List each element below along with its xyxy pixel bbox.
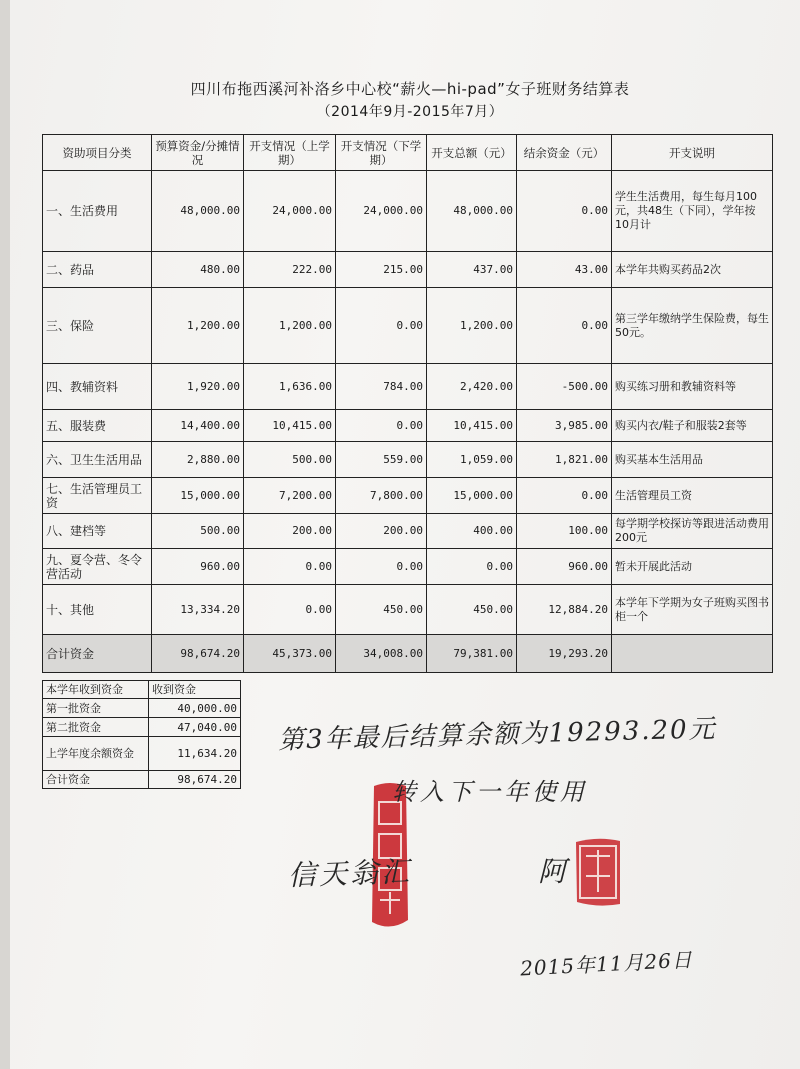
document-title: 四川布拖西溪河补洛乡中心校“薪火—hi-pad”女子班财务结算表 [190, 80, 630, 98]
cell-spend-second: 24,000.00 [336, 171, 427, 252]
total-label: 合计资金 [43, 635, 152, 673]
cell-spend-total: 2,420.00 [427, 364, 517, 410]
cell-spend-total: 10,415.00 [427, 410, 517, 442]
table-row [43, 549, 773, 585]
cell-budget: 2,880.00 [152, 442, 244, 478]
cell-spend-total: 1,200.00 [427, 288, 517, 364]
col-header: 开支说明 [612, 135, 773, 171]
cell-spend-first: 1,200.00 [244, 288, 336, 364]
table-row [43, 442, 773, 478]
handwritten-note-balance: 第3年最后结算余额为19293.20元 [277, 714, 717, 756]
col-header: 资助项目分类 [43, 135, 152, 171]
handwritten-note-transfer: 转入下一年使用 [392, 778, 588, 806]
cell-spend-total: 400.00 [427, 514, 517, 549]
table-row [43, 288, 773, 364]
cell-balance: 43.00 [517, 252, 612, 288]
table-row [43, 364, 773, 410]
cell-note: 每学期学校探访等跟进活动费用200元 [612, 514, 773, 549]
recv-label: 合计资金 [43, 771, 149, 789]
recv-value: 98,674.20 [149, 771, 241, 789]
cell-note: 购买内衣/鞋子和服装2套等 [612, 410, 773, 442]
row-category: 二、药品 [43, 252, 152, 288]
recv-label: 第二批资金 [43, 718, 149, 737]
cell-balance: 100.00 [517, 514, 612, 549]
cell-spend-second: 0.00 [336, 549, 427, 585]
cell-budget: 13,334.20 [152, 585, 244, 635]
cell-spend-total: 437.00 [427, 252, 517, 288]
row-category: 十、其他 [43, 585, 152, 635]
cell-note: 第三学年缴纳学生保险费，每生50元。 [612, 288, 773, 364]
cell-balance: 3,985.00 [517, 410, 612, 442]
cell-spend-total: 0.00 [427, 549, 517, 585]
cell-budget: 1,200.00 [152, 288, 244, 364]
recv-header: 本学年收到资金 [43, 681, 149, 699]
cell-note: 学生生活费用，每生每月100元，共48生（下同），学年按10月计 [612, 171, 773, 252]
cell-note: 生活管理员工资 [612, 478, 773, 514]
cell-budget: 15,000.00 [152, 478, 244, 514]
cell-spend-first: 24,000.00 [244, 171, 336, 252]
row-category: 九、夏令营、冬令营活动 [43, 549, 152, 585]
handwritten-date: 2015年11月26日 [519, 947, 694, 981]
cell-note: 本学年下学期为女子班购买图书柜一个 [612, 585, 773, 635]
row-category: 六、卫生生活用品 [43, 442, 152, 478]
cell-spend-second: 0.00 [336, 410, 427, 442]
cell-spend-second: 559.00 [336, 442, 427, 478]
table-row [43, 252, 773, 288]
total-spend-first: 45,373.00 [244, 635, 336, 673]
recv-row [43, 718, 241, 737]
table-header-row [43, 135, 773, 171]
cell-budget: 960.00 [152, 549, 244, 585]
cell-spend-first: 222.00 [244, 252, 336, 288]
cell-spend-first: 7,200.00 [244, 478, 336, 514]
col-header: 开支总额（元） [427, 135, 517, 171]
col-header: 开支情况（下学期） [336, 135, 427, 171]
cell-spend-second: 200.00 [336, 514, 427, 549]
total-spend-total: 79,381.00 [427, 635, 517, 673]
cell-spend-second: 450.00 [336, 585, 427, 635]
cell-note: 购买基本生活用品 [612, 442, 773, 478]
row-category: 四、教辅资料 [43, 364, 152, 410]
finance-table [42, 134, 773, 673]
table-total-row [43, 635, 773, 673]
cell-spend-first: 500.00 [244, 442, 336, 478]
recv-label: 上学年度余额资金 [43, 737, 149, 771]
handwritten-signature-2: 阿 [538, 855, 567, 888]
table-row [43, 585, 773, 635]
cell-spend-total: 450.00 [427, 585, 517, 635]
cell-balance: 0.00 [517, 478, 612, 514]
cell-balance: 12,884.20 [517, 585, 612, 635]
recv-header: 收到资金 [149, 681, 241, 699]
col-header: 结余资金（元） [517, 135, 612, 171]
red-seal-right [572, 836, 624, 908]
recv-value: 11,634.20 [149, 737, 241, 771]
table-row [43, 478, 773, 514]
cell-budget: 1,920.00 [152, 364, 244, 410]
total-note [612, 635, 773, 673]
cell-note: 本学年共购买药品2次 [612, 252, 773, 288]
table-row [43, 410, 773, 442]
cell-spend-total: 48,000.00 [427, 171, 517, 252]
cell-spend-second: 0.00 [336, 288, 427, 364]
row-category: 八、建档等 [43, 514, 152, 549]
received-funds-table [42, 680, 241, 789]
row-category: 一、生活费用 [43, 171, 152, 252]
recv-row [43, 737, 241, 771]
cell-budget: 14,400.00 [152, 410, 244, 442]
total-spend-second: 34,008.00 [336, 635, 427, 673]
cell-budget: 500.00 [152, 514, 244, 549]
recv-row [43, 771, 241, 789]
cell-balance: -500.00 [517, 364, 612, 410]
recv-row [43, 699, 241, 718]
row-category: 三、保险 [43, 288, 152, 364]
cell-spend-second: 784.00 [336, 364, 427, 410]
cell-spend-total: 1,059.00 [427, 442, 517, 478]
cell-note: 购买练习册和教辅资料等 [612, 364, 773, 410]
row-category: 七、生活管理员工资 [43, 478, 152, 514]
recv-value: 40,000.00 [149, 699, 241, 718]
cell-note: 暂未开展此活动 [612, 549, 773, 585]
cell-balance: 0.00 [517, 288, 612, 364]
cell-budget: 480.00 [152, 252, 244, 288]
cell-spend-second: 7,800.00 [336, 478, 427, 514]
document-subtitle: （2014年9月-2015年7月） [316, 104, 504, 120]
recv-value: 47,040.00 [149, 718, 241, 737]
cell-balance: 960.00 [517, 549, 612, 585]
cell-budget: 48,000.00 [152, 171, 244, 252]
col-header: 开支情况（上学期） [244, 135, 336, 171]
total-balance: 19,293.20 [517, 635, 612, 673]
cell-spend-second: 215.00 [336, 252, 427, 288]
cell-spend-first: 0.00 [244, 585, 336, 635]
handwritten-signature-1: 信天翁汇 [287, 854, 413, 893]
cell-spend-total: 15,000.00 [427, 478, 517, 514]
cell-balance: 0.00 [517, 171, 612, 252]
recv-label: 第一批资金 [43, 699, 149, 718]
cell-spend-first: 1,636.00 [244, 364, 336, 410]
total-budget: 98,674.20 [152, 635, 244, 673]
cell-spend-first: 0.00 [244, 549, 336, 585]
table-row [43, 514, 773, 549]
cell-spend-first: 10,415.00 [244, 410, 336, 442]
table-row [43, 171, 773, 252]
col-header: 预算资金/分摊情况 [152, 135, 244, 171]
cell-spend-first: 200.00 [244, 514, 336, 549]
row-category: 五、服装费 [43, 410, 152, 442]
cell-balance: 1,821.00 [517, 442, 612, 478]
